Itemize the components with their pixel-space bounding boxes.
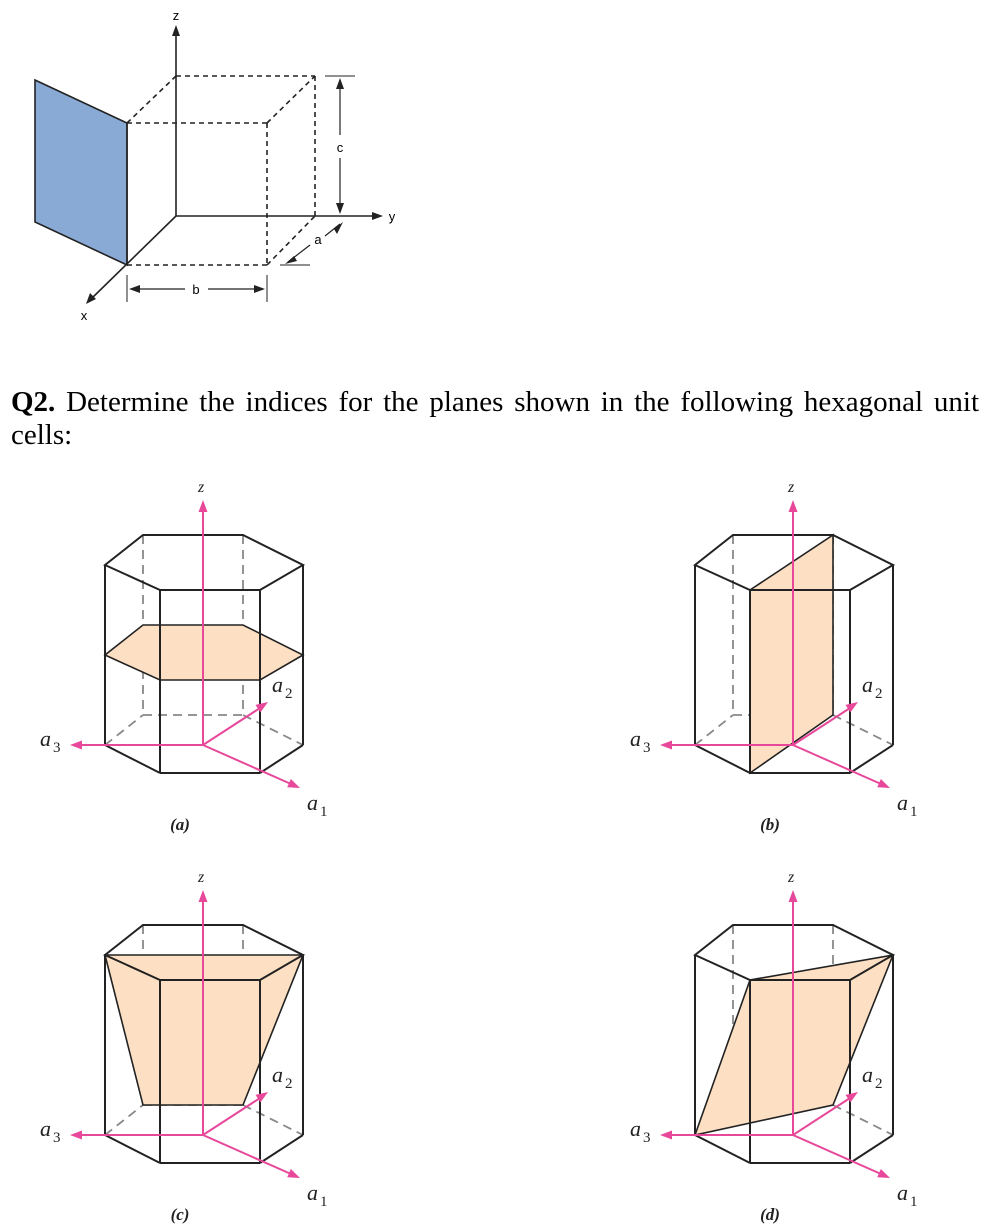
z-axis-label: z [198,479,205,496]
z-axis-arrow [172,25,180,36]
question-text [11,386,979,452]
a1-axis-label: a [307,790,318,815]
a1-axis-label: a [897,790,908,815]
shaded-plane-b [750,535,833,773]
hex-figure-b [590,460,970,840]
a3-subscript: 3 [643,740,651,756]
a3-subscript: 3 [643,1130,651,1146]
a1-axis [203,745,291,784]
a2-subscript: 2 [875,686,883,702]
a1-axis-label: a [307,1180,318,1205]
dimension-c-label: c [336,140,344,155]
caption-c: (c) [170,1205,190,1224]
a1-arrow-icon [877,779,890,788]
a3-axis-label: a [40,726,51,751]
y-axis-label: y [388,209,396,224]
a1-subscript: 1 [910,804,918,820]
a3-subscript: 3 [53,1130,61,1146]
z-arrow-icon [199,500,208,512]
a2-axis-label: a [862,1062,873,1087]
a1-subscript: 1 [320,804,328,820]
a1-axis [793,1135,881,1174]
shaded-plane [35,80,127,265]
a3-arrow-icon [660,741,672,750]
x-axis-label: x [80,308,88,323]
hex-figure-d [590,850,970,1230]
a2-subscript: 2 [875,1076,883,1092]
z-arrow-icon [789,890,798,902]
caption-a: (a) [170,815,190,834]
a2-axis-label: a [272,1062,283,1087]
z-arrow-icon [789,500,798,512]
a2-subscript: 2 [285,686,293,702]
a1-subscript: 1 [910,1194,918,1210]
a2-axis-label: a [862,672,873,697]
a1-arrow-icon [877,1169,890,1178]
a1-axis [793,745,881,784]
a1-axis-label: a [897,1180,908,1205]
a1-axis [203,1135,291,1174]
a3-arrow-icon [70,741,82,750]
a2-subscript: 2 [285,1076,293,1092]
y-axis-arrow [372,212,383,220]
z-arrow-icon [199,890,208,902]
a2-axis-label: a [272,672,283,697]
a3-axis-label: a [40,1116,51,1141]
question-number: Q2. [11,386,56,418]
a2-axis [203,708,260,745]
a3-arrow-icon [660,1131,672,1140]
z-axis-label: z [198,869,205,886]
dimension-b-label: b [192,282,200,297]
a3-arrow-icon [70,1131,82,1140]
a3-axis-label: a [630,1116,641,1141]
caption-b: (b) [760,815,780,834]
z-axis-label: z [788,869,795,886]
a3-axis-label: a [630,726,641,751]
hex-figure-c [0,850,380,1230]
question-body: Determine the indices for the planes shown in the following hexagonal unit cells: [11,386,979,451]
caption-d: (d) [760,1205,780,1224]
cubic-unit-cell-figure [0,0,420,330]
z-axis-label: z [788,479,795,496]
a3-subscript: 3 [53,740,61,756]
z-axis-label: z [172,8,180,23]
a1-subscript: 1 [320,1194,328,1210]
dimension-a-label: a [314,232,322,247]
a1-arrow-icon [287,1169,300,1178]
a1-arrow-icon [287,779,300,788]
hex-figure-a [0,460,380,840]
